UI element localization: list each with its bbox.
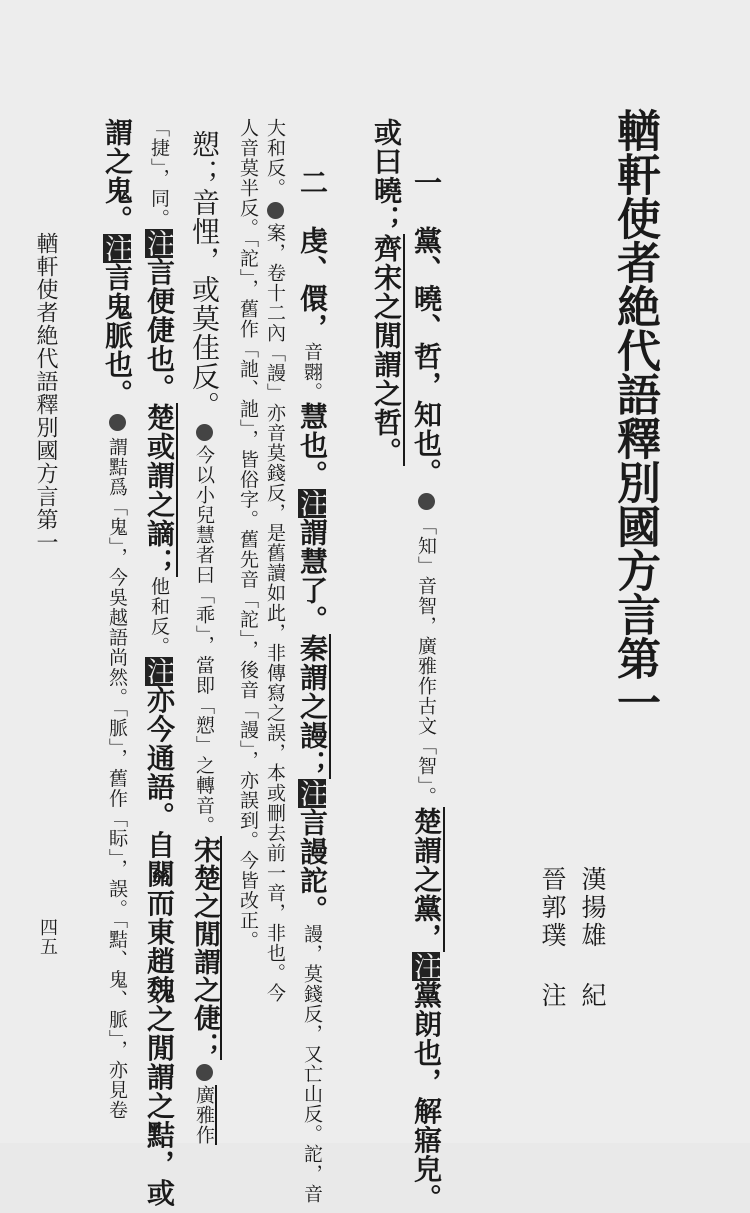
entry-3-gui: 謂之鬼。: [101, 118, 134, 234]
entry-1-line: [410, 168, 443, 1213]
running-header: 輶軒使者絶代語釋別國方言第一: [33, 232, 58, 554]
entry-3-gloss: 「捷」，同。: [148, 118, 170, 229]
entry-1-cont-a: 或曰曉；: [370, 118, 403, 234]
entry-3-note-3: 言鬼脈也。: [101, 263, 134, 408]
entry-2-note-2: 言謾詑。: [296, 808, 329, 924]
annotation-dot-icon: [267, 202, 284, 219]
page-number: 四五: [37, 918, 58, 956]
commentary-1a: 大和反。: [264, 118, 286, 198]
entry-2-note: 謂慧了。: [296, 518, 329, 634]
commentary-line-2: 人音莫半反。「詑」，舊作「訑、訑」，皆俗字。舊先音「詑」，後音「謾」，亦誤到。今皆改正。: [237, 118, 259, 951]
entry-3-line: [143, 118, 176, 1208]
commentary-3b: 今以小兒慧者曰「乖」，當即「愬」之轉音。: [193, 445, 215, 836]
entry-2-gloss: 音翾。: [301, 342, 323, 402]
entry-2-head: 二 虔、儇，: [296, 168, 329, 342]
note-label: 注: [101, 234, 134, 263]
annotation-dot-icon: [418, 493, 435, 510]
document-title: 輶軒使者絶代語釋別國方言第一: [609, 108, 660, 724]
annotation-dot-icon: [196, 424, 213, 441]
annotation-dot-icon: [109, 414, 126, 431]
entry-3-note-2: 亦今通語。: [143, 685, 176, 831]
commentary-3d: 廣雅作: [193, 1084, 215, 1145]
entry-1-line-2: [370, 118, 403, 466]
entry-2-line: [296, 168, 329, 1204]
entry-3-song-chu: 宋楚之閒謂之倢；: [189, 835, 220, 1060]
author-yang-xiong: 漢揚雄 紀: [578, 866, 607, 1010]
commentary-line-1: [265, 118, 284, 1003]
entry-2-gloss-2: 謾，莫錢反，又亡山反。詑，音: [301, 924, 323, 1204]
annotation-dot-icon: [196, 1064, 213, 1081]
note-label: 注: [143, 656, 176, 686]
entry-1-tail-a: 楚謂之黨，: [410, 806, 443, 952]
entry-3-guandong: 自關而東趙魏之閒謂之黠，或: [143, 830, 176, 1208]
note-label: 注: [296, 489, 329, 518]
entry-1-cont-b: 齊宋之閒謂之哲。: [370, 234, 403, 466]
entry-3-note: 言便倢也。: [143, 257, 176, 403]
entry-1-tail-b: 黨朗也，解寤皃。: [410, 980, 443, 1213]
note-label: 注: [143, 228, 176, 258]
entry-3-gloss-2: 他和反。: [148, 576, 170, 657]
entry-2-qin: 秦謂之謾；: [296, 634, 329, 779]
commentary-1b: 案，卷十二內「謾」亦音莫錢反，是舊讀如此，非傳寫之誤，本或刪去前一音，非也。今: [264, 223, 286, 1003]
author-guo-pu: 晉郭璞 注: [538, 866, 567, 1010]
entry-2-def: 慧也。: [296, 402, 329, 489]
note-label: 注: [296, 779, 329, 808]
entry-3-commentary: 謂黠爲「鬼」，今吳越語尚然。「脈」，舊作「眎」，誤。「黠、鬼、脈」，亦見卷: [106, 437, 128, 1120]
entry-3-line-2: [101, 118, 134, 1120]
note-label: 注: [410, 951, 443, 981]
commentary-line-3: [188, 130, 221, 1145]
entry-1-note: 「知」音智，廣雅作古文「智」。: [415, 516, 437, 807]
entry-1-head: 一 黨、曉、哲，知也。: [410, 168, 443, 487]
entry-3-chu: 楚或謂之謫；: [143, 402, 176, 577]
commentary-3a: 愬；音悝，或莫佳反。: [188, 130, 221, 420]
